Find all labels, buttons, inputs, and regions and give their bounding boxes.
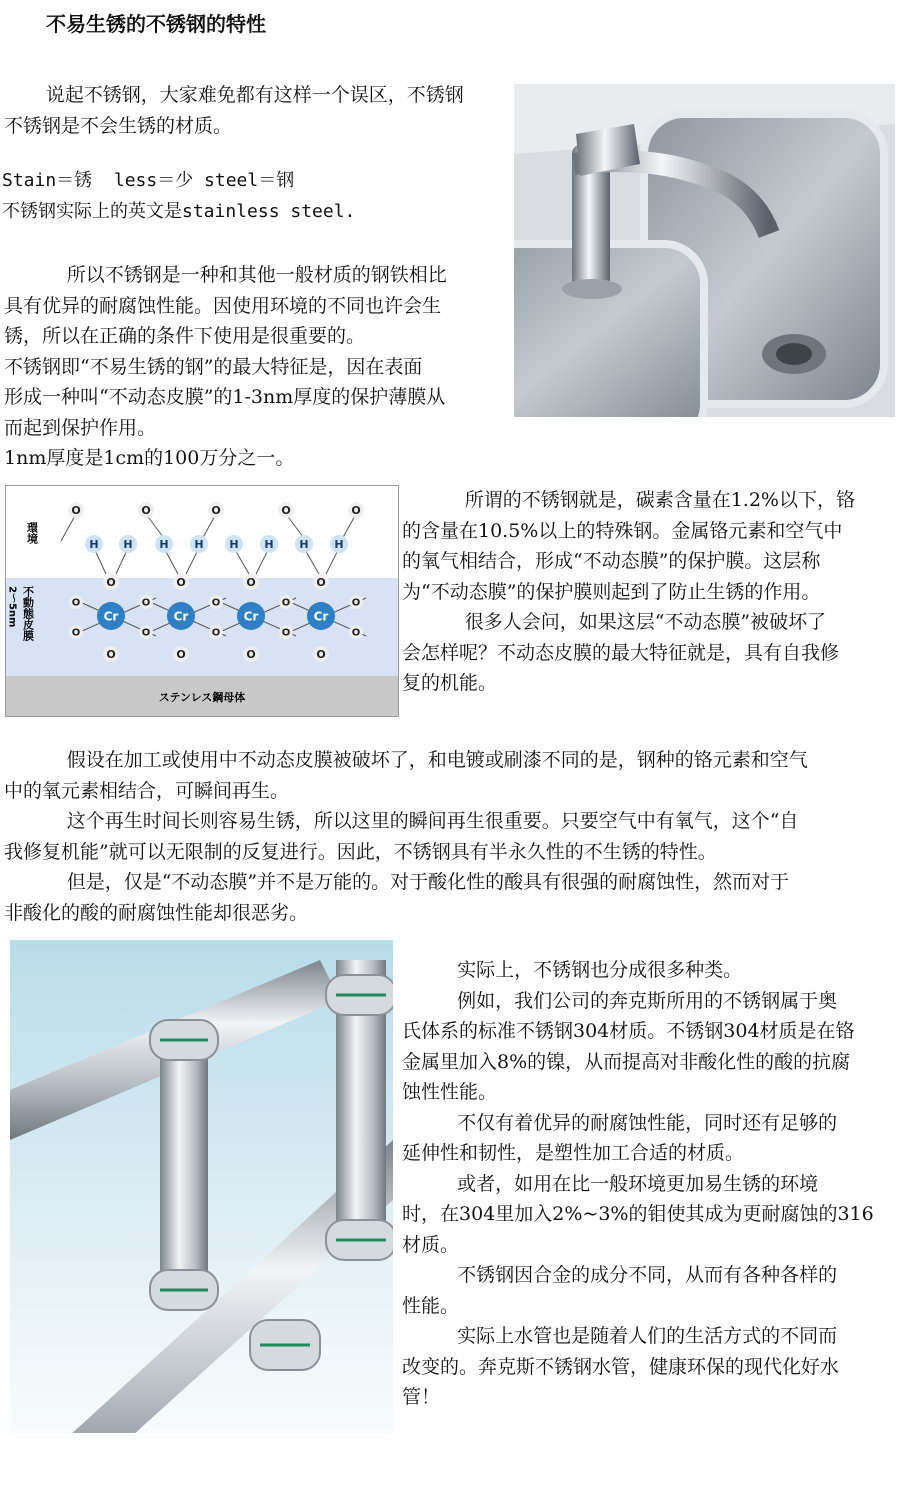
resistance-line: 不锈钢即“不易生锈的钢”的最大特征是，因在表面 xyxy=(4,355,423,378)
thickness-label: 2～5nm xyxy=(6,586,18,628)
oxygen-label: O xyxy=(176,647,186,661)
chromium-label: Cr xyxy=(103,609,119,624)
definition-line: 很多人会问，如果这层“不动态膜”被破坏了 xyxy=(464,611,827,633)
regeneration-line: 非酸化的酸的耐腐蚀性能却很恶劣。 xyxy=(4,901,309,924)
oxygen-label: O xyxy=(281,503,291,517)
oxygen-label: O xyxy=(71,503,81,517)
etymology-line: 不锈钢实际上的英文是stainless steel. xyxy=(2,200,356,222)
oxygen-label: O xyxy=(106,575,116,589)
oxygen-label: O xyxy=(71,597,81,609)
oxygen-label: O xyxy=(351,627,361,639)
types-line: 或者，如用在比一般环境更加易生锈的环境 xyxy=(457,1172,819,1195)
oxygen-label: O xyxy=(176,575,186,589)
types-line: 氏体系的标准不锈钢304材质。不锈钢304材质是在铬 xyxy=(402,1020,855,1042)
oxygen-label: O xyxy=(316,647,326,661)
film-label: 不動態皮膜 xyxy=(21,586,35,641)
hydrogen-label: H xyxy=(123,537,133,551)
types-line: 实际上，不锈钢也分成很多种类。 xyxy=(457,959,743,981)
types-line: 管！ xyxy=(402,1386,441,1408)
hydrogen-label: H xyxy=(264,537,274,551)
chromium-label: Cr xyxy=(243,609,259,624)
oxygen-label: O xyxy=(246,575,256,589)
resistance-line: 而起到保护作用。 xyxy=(4,416,157,439)
oxygen-label: O xyxy=(211,597,221,609)
film-band xyxy=(6,575,398,676)
regeneration-line: 中的氧元素相结合，可瞬间再生。 xyxy=(4,779,290,802)
types-line: 材质。 xyxy=(402,1233,460,1256)
intro-line: 说起不锈钢，大家难免都有这样一个误区，不锈钢 xyxy=(45,84,464,106)
definition-line: 的氧气相结合，形成“不动态膜”的保护膜。这层称 xyxy=(402,550,821,572)
definition-line: 为“不动态膜”的保护膜则起到了防止生锈的作用。 xyxy=(402,580,821,603)
oxygen-label: O xyxy=(141,597,151,609)
types-line: 性能。 xyxy=(402,1294,460,1317)
hydrogen-label: H xyxy=(334,537,344,551)
intro-paragraph xyxy=(4,80,494,141)
chromium-label: Cr xyxy=(313,609,329,624)
passive-film-diagram xyxy=(5,485,399,717)
regeneration-line: 这个再生时间长则容易生锈，所以这里的瞬间再生很重要。只要空气中有氧气，这个“自 xyxy=(66,810,799,832)
etymology-paragraph xyxy=(2,166,492,227)
types-line: 蚀性性能。 xyxy=(402,1081,498,1103)
hydrogen-label: H xyxy=(229,537,239,551)
oxygen-label: O xyxy=(211,503,221,517)
regeneration-paragraph xyxy=(4,745,896,928)
regeneration-line: 假设在加工或使用中不动态皮膜被破坏了，和电镀或刷漆不同的是，钢种的铬元素和空气 xyxy=(66,749,808,771)
env-label: 環境 xyxy=(25,522,39,544)
hydrogen-label: H xyxy=(299,537,309,551)
chromium-label: Cr xyxy=(173,609,189,624)
regeneration-line: 我修复机能”就可以无限制的反复进行。因此，不锈钢具有半永久性的不生锈的特性。 xyxy=(4,840,717,863)
intro-line: 不锈钢是不会生锈的材质。 xyxy=(4,114,233,137)
types-line: 例如，我们公司的奔克斯所用的不锈钢属于奥 xyxy=(457,989,838,1012)
resistance-line: 1nm厚度是1cm的100万分之一。 xyxy=(4,447,295,469)
oxygen-label: O xyxy=(281,597,291,609)
oxygen-label: O xyxy=(211,627,221,639)
stainless-pipes-photo xyxy=(10,940,393,1433)
types-line: 时，在304里加入2%~3%的钼使其成为更耐腐蚀的316 xyxy=(402,1203,874,1225)
types-line: 不仅有着优异的耐腐蚀性能，同时还有足够的 xyxy=(457,1111,838,1134)
oxygen-label: O xyxy=(71,627,81,639)
hydrogen-label: H xyxy=(89,537,99,551)
definition-paragraph xyxy=(402,485,894,699)
oxygen-label: O xyxy=(281,627,291,639)
definition-line: 所谓的不锈钢就是，碳素含量在1.2%以下，铬 xyxy=(464,489,855,511)
types-line: 金属里加入8%的镍，从而提高对非酸化性的酸的抗腐 xyxy=(402,1050,851,1073)
oxygen-label: O xyxy=(106,647,116,661)
kitchen-sink-photo xyxy=(514,84,895,417)
resistance-line: 具有优异的耐腐蚀性能。因使用环境的不同也许会生 xyxy=(4,294,442,317)
types-line: 改变的。奔克斯不锈钢水管，健康环保的现代化好水 xyxy=(402,1355,840,1378)
page-title: 不易生锈的不锈钢的特性 xyxy=(46,12,266,36)
oxygen-label: O xyxy=(141,503,151,517)
definition-line: 复的机能。 xyxy=(402,672,498,694)
types-line: 实际上水管也是随着人们的生活方式的不同而 xyxy=(457,1325,838,1347)
definition-line: 的含量在10.5%以上的特殊钢。金属铬元素和空气中 xyxy=(402,519,843,542)
etymology-line: Stain＝锈 less＝少 steel＝钢 xyxy=(2,170,295,191)
hydrogen-label: H xyxy=(194,537,204,551)
resistance-paragraph xyxy=(4,260,494,474)
oxygen-label: O xyxy=(246,647,256,661)
base-label: ステンレス鋼母体 xyxy=(158,691,246,704)
types-line: 不锈钢因合金的成分不同，从而有各种各样的 xyxy=(457,1264,838,1286)
types-line: 延伸性和韧性，是塑性加工合适的材质。 xyxy=(402,1142,745,1164)
regeneration-line: 但是，仅是“不动态膜”并不是万能的。对于酸化性的酸具有很强的耐腐蚀性，然而对于 xyxy=(66,871,790,893)
resistance-line: 形成一种叫“不动态皮膜”的1-3nm厚度的保护薄膜从 xyxy=(4,386,446,408)
resistance-line: 锈，所以在正确的条件下使用是很重要的。 xyxy=(4,325,366,347)
hydrogen-label: H xyxy=(159,537,169,551)
definition-line: 会怎样呢？不动态皮膜的最大特征就是，具有自我修 xyxy=(402,641,840,664)
types-paragraph xyxy=(402,955,894,1413)
resistance-line: 所以不锈钢是一种和其他一般材质的钢铁相比 xyxy=(66,264,447,286)
oxygen-label: O xyxy=(351,503,361,517)
oxygen-label: O xyxy=(141,627,151,639)
oxygen-label: O xyxy=(351,597,361,609)
oxygen-label: O xyxy=(316,575,326,589)
